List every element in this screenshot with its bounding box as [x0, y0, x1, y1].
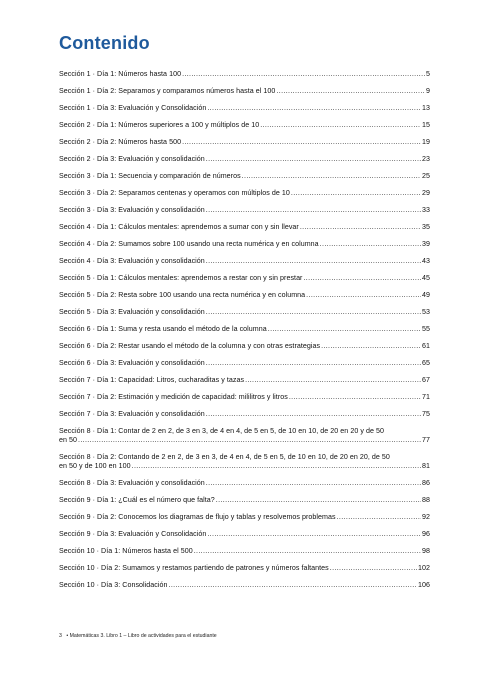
dot-leader — [206, 479, 421, 488]
toc-entry-title: Sección 4 · Día 1: Cálculos mentales: aprendemos a sumar con y sin llevar — [59, 223, 299, 231]
toc-entry-title: Sección 7 · Día 2: Estimación y medición de capacidad: mililitros y litros — [59, 393, 288, 401]
dot-leader — [78, 436, 421, 445]
toc-entry-title-continued: en 50 — [59, 436, 78, 444]
toc-entry[interactable] — [59, 325, 430, 334]
toc-entry-title: Sección 9 · Día 2: Conocemos los diagramas de flujo y tablas y resolvemos problemas — [59, 513, 336, 521]
toc-entry[interactable] — [59, 240, 430, 249]
toc-entry-title: Sección 8 · Día 1: Contar de 2 en 2, de 3 en 3, de 4 en 4, de 5 en 5, de 10 en 10, de 20 en 20 y de 50 — [59, 427, 384, 435]
toc-entry-page: 88 — [422, 496, 430, 504]
toc-entry-title: Sección 2 · Día 1: Números superiores a 100 y múltiplos de 10 — [59, 121, 260, 129]
toc-entry[interactable] — [59, 155, 430, 164]
toc-entry-title: Sección 8 · Día 3: Evaluación y consolidación — [59, 479, 205, 487]
toc-entry[interactable] — [59, 70, 430, 79]
dot-leader — [300, 223, 421, 232]
dot-leader — [206, 410, 421, 419]
toc-entry-title: Sección 5 · Día 2: Resta sobre 100 usando una recta numérica y en columna — [59, 291, 306, 299]
toc-entry-title: Sección 1 · Día 1: Números hasta 100 — [59, 70, 182, 78]
dot-leader — [206, 257, 421, 266]
toc-entry-title: Sección 4 · Día 3: Evaluación y consolidación — [59, 257, 205, 265]
toc-entry-page: 19 — [422, 138, 430, 146]
toc-entry[interactable] — [59, 172, 430, 181]
toc-entry-title: Sección 6 · Día 3: Evaluación y consolidación — [59, 359, 205, 367]
toc-entry-page: 102 — [418, 564, 430, 572]
toc-entry-page: 67 — [422, 376, 430, 384]
toc-entry[interactable] — [59, 427, 430, 445]
toc-entry[interactable] — [59, 206, 430, 215]
toc-entry-page: 9 — [426, 87, 430, 95]
toc-entry[interactable] — [59, 581, 430, 590]
toc-entry-page: 55 — [422, 325, 430, 333]
toc-entry[interactable] — [59, 342, 430, 351]
toc-entry-page: 75 — [422, 410, 430, 418]
toc-entry-title: Sección 10 · Día 1: Números hasta el 500 — [59, 547, 193, 555]
toc-entry-title: Sección 6 · Día 1: Suma y resta usando el método de la columna — [59, 325, 267, 333]
toc-entry-title: Sección 3 · Día 3: Evaluación y consolidación — [59, 206, 205, 214]
toc-entry[interactable] — [59, 291, 430, 300]
dot-leader — [206, 155, 421, 164]
toc-entry-title: Sección 5 · Día 3: Evaluación y consolidación — [59, 308, 205, 316]
toc-entry-title: Sección 10 · Día 3: Consolidación — [59, 581, 168, 589]
dot-leader — [242, 172, 421, 181]
toc-entry-page: 33 — [422, 206, 430, 214]
dot-leader — [207, 104, 421, 113]
dot-leader — [182, 138, 421, 147]
toc-entry[interactable] — [59, 257, 430, 266]
footer-text: • Matemáticas 3. Libro 1 – Libro de actividades para el estudiante — [66, 633, 217, 639]
toc-entry-title: Sección 3 · Día 1: Secuencia y comparación de números — [59, 172, 241, 180]
page-title: Contenido — [59, 33, 150, 53]
dot-leader — [216, 496, 421, 505]
dot-leader — [194, 547, 421, 556]
toc-entry-page: 81 — [422, 462, 430, 470]
dot-leader — [169, 581, 417, 590]
toc-entry[interactable] — [59, 564, 430, 573]
dot-leader — [268, 325, 421, 334]
toc-entry-page: 39 — [422, 240, 430, 248]
dot-leader — [260, 121, 421, 130]
toc-entry-page: 92 — [422, 513, 430, 521]
toc-entry-title: Sección 9 · Día 1: ¿Cuál es el número que falta? — [59, 496, 215, 504]
toc-entry-page: 45 — [422, 274, 430, 282]
table-of-contents — [59, 70, 430, 598]
dot-leader — [337, 513, 421, 522]
dot-leader — [182, 70, 425, 79]
toc-entry-page: 35 — [422, 223, 430, 231]
dot-leader — [276, 87, 425, 96]
toc-entry[interactable] — [59, 453, 430, 471]
toc-entry[interactable] — [59, 359, 430, 368]
toc-entry-title: Sección 5 · Día 1: Cálculos mentales: aprendemos a restar con y sin prestar — [59, 274, 303, 282]
toc-entry-page: 98 — [422, 547, 430, 555]
toc-entry[interactable] — [59, 138, 430, 147]
toc-entry[interactable] — [59, 274, 430, 283]
toc-entry[interactable] — [59, 496, 430, 505]
dot-leader — [207, 530, 421, 539]
toc-entry-page: 43 — [422, 257, 430, 265]
toc-entry-page: 5 — [426, 70, 430, 78]
toc-entry-title: Sección 8 · Día 2: Contando de 2 en 2, de 3 en 3, de 4 en 4, de 5 en 5, de 10 en 10, de 20 en 20, de 50 — [59, 453, 390, 461]
toc-entry-page: 96 — [422, 530, 430, 538]
dot-leader — [289, 393, 421, 402]
toc-entry-page: 53 — [422, 308, 430, 316]
toc-entry[interactable] — [59, 308, 430, 317]
dot-leader — [132, 462, 421, 471]
dot-leader — [303, 274, 421, 283]
toc-entry[interactable] — [59, 410, 430, 419]
toc-entry-title: Sección 10 · Día 2: Sumamos y restamos partiendo de patrones y números faltantes — [59, 564, 329, 572]
toc-entry[interactable] — [59, 547, 430, 556]
toc-entry-page: 25 — [422, 172, 430, 180]
toc-entry[interactable] — [59, 513, 430, 522]
toc-entry-title: Sección 1 · Día 2: Separamos y comparamos números hasta el 100 — [59, 87, 276, 95]
dot-leader — [320, 240, 421, 249]
dot-leader — [245, 376, 421, 385]
toc-entry-page: 61 — [422, 342, 430, 350]
dot-leader — [206, 206, 421, 215]
toc-entry[interactable] — [59, 530, 430, 539]
footer-page-number: 3 — [59, 633, 62, 639]
toc-entry-page: 23 — [422, 155, 430, 163]
toc-entry-title: Sección 9 · Día 3: Evaluación y Consolidación — [59, 530, 207, 538]
dot-leader — [291, 189, 421, 198]
dot-leader — [206, 359, 421, 368]
toc-entry-title: Sección 7 · Día 1: Capacidad: Litros, cucharaditas y tazas — [59, 376, 245, 384]
toc-entry-title: Sección 7 · Día 3: Evaluación y consolidación — [59, 410, 205, 418]
toc-entry-title: Sección 1 · Día 3: Evaluación y Consolidación — [59, 104, 207, 112]
toc-entry-title: Sección 2 · Día 2: Números hasta 500 — [59, 138, 182, 146]
toc-entry[interactable] — [59, 104, 430, 113]
toc-entry-page: 77 — [422, 436, 430, 444]
toc-entry-page: 15 — [422, 121, 430, 129]
toc-entry-title: Sección 6 · Día 2: Restar usando el método de la columna y con otras estrategias — [59, 342, 321, 350]
toc-entry-title: Sección 2 · Día 3: Evaluación y consolidación — [59, 155, 205, 163]
toc-entry-page: 13 — [422, 104, 430, 112]
toc-entry[interactable] — [59, 223, 430, 232]
toc-entry[interactable] — [59, 376, 430, 385]
toc-entry-title: Sección 4 · Día 2: Sumamos sobre 100 usando una recta numérica y en columna — [59, 240, 319, 248]
dot-leader — [306, 291, 421, 300]
toc-entry-page: 86 — [422, 479, 430, 487]
dot-leader — [321, 342, 421, 351]
toc-entry-page: 106 — [418, 581, 430, 589]
toc-entry[interactable] — [59, 121, 430, 130]
toc-entry[interactable] — [59, 189, 430, 198]
toc-entry-page: 29 — [422, 189, 430, 197]
toc-entry[interactable] — [59, 393, 430, 402]
toc-entry-title: Sección 3 · Día 2: Separamos centenas y operamos con múltiplos de 10 — [59, 189, 290, 197]
toc-entry-page: 65 — [422, 359, 430, 367]
toc-entry[interactable] — [59, 479, 430, 488]
dot-leader — [206, 308, 421, 317]
toc-entry-title-continued: en 50 y de 100 en 100 — [59, 462, 131, 470]
toc-entry[interactable] — [59, 87, 430, 96]
page-footer — [59, 633, 217, 639]
dot-leader — [330, 564, 417, 573]
toc-entry-page: 49 — [422, 291, 430, 299]
toc-entry-page: 71 — [422, 393, 430, 401]
